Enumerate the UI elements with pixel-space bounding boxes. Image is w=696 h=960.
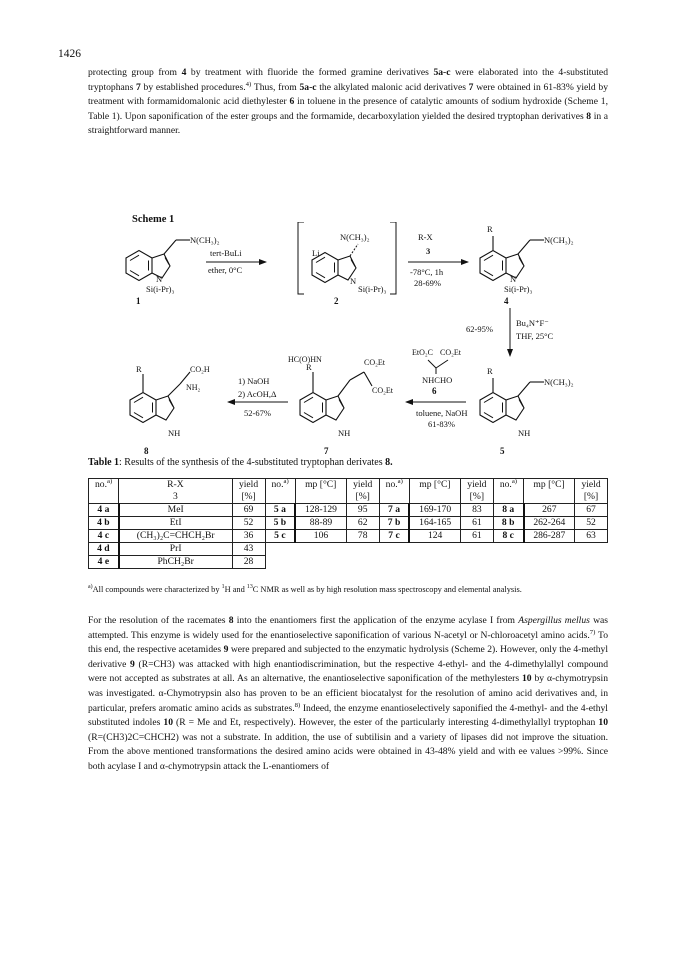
page-number: 1426 [58, 48, 81, 60]
svg-text:62-95%: 62-95% [466, 324, 493, 334]
table-row: 4 d PrI 43 [89, 543, 608, 556]
compound-1-structure [126, 235, 220, 306]
compound-7-structure [288, 355, 394, 454]
svg-text:CO₂H: CO₂H [190, 365, 210, 374]
svg-text:CO₂Et: CO₂Et [372, 386, 394, 395]
svg-text:N(CH₃)₂: N(CH₃)₂ [544, 235, 574, 245]
svg-text:61-83%: 61-83% [428, 419, 455, 429]
svg-text:3: 3 [426, 246, 431, 256]
svg-text:Bu₄N⁺F⁻: Bu₄N⁺F⁻ [516, 318, 549, 328]
svg-text:THF, 25°C: THF, 25°C [516, 331, 554, 341]
svg-text:Si(i-Pr)₃: Si(i-Pr)₃ [146, 284, 175, 294]
svg-text:N: N [510, 274, 517, 284]
svg-text:CO₂Et: CO₂Et [440, 348, 462, 357]
arrow-step-5 [228, 376, 288, 418]
arrow-step-4 [406, 348, 467, 429]
compound-5-label: 5 [500, 446, 505, 454]
arrow-step-3 [466, 308, 554, 356]
intro-paragraph: protecting group from 4 by treatment with fluoride the formed gramine derivatives 5a-c were elaborated into the 4-substituted tryptophans 7 by established procedures.$^{4)}$ Thus, from 5a-c the alkylated malonic acid derivatives 7 were obtained in 61-83% yield by treatment with formamidomalonic acid diethylester 6 in toluene in the presence of catalytic amounts of sodium hydroxide (Scheme 1, Table 1). Upon saponification of the ester groups and the formamide, decarboxylation yielded the desired tryptophan derivatives 8 in a straightforward manner. [88, 67, 609, 137]
svg-text:6: 6 [432, 386, 437, 396]
svg-text:R: R [306, 362, 312, 372]
results-table [88, 478, 608, 569]
svg-text:ether, 0°C: ether, 0°C [208, 265, 243, 275]
svg-text:EtO₂C: EtO₂C [412, 348, 434, 357]
header-mp7: mp [°C] [409, 479, 460, 504]
svg-text:toluene, NaOH: toluene, NaOH [416, 408, 468, 418]
header-yield5: yield [%] [346, 479, 379, 504]
svg-text:-78°C, 1h: -78°C, 1h [410, 267, 444, 277]
svg-text:R: R [136, 364, 142, 374]
compound-7-label: 7 [324, 446, 329, 454]
header-mp5: mp [°C] [295, 479, 346, 504]
compound-1-label: 1 [136, 296, 141, 306]
table-footnote: $^{a)}$All compounds were characterized by $^1$H and $^{13}$C NMR as well as by high resolution mass spectroscopy and elemental analysis. [88, 584, 522, 594]
resolution-paragraph: For the resolution of the racemates 8 into the enantiomers first the application of the enzyme acylase I from Aspergillus mellus was attempted. This enzyme is widely used for the enantioselective saponification of various N-acetyl or N-chloroacetyl amino acids.$^{7)}$ To this end, the respective acetamides 9 were prepared and subjected to the enzymatic hydrolysis (Scheme 2). However, only the 4-methyl derivative 9 (R=CH3) was attacked with high enantiodiscrimination, but the respective 4-ethyl- and the 4-dimethylallyl compound were not accepted as substrates at all. As an alternative, the enantioselective saponification of the methylesters 10 by α-chymotrypsin was investigated. α-Chymotrypsin also has proven to be an efficient biocatalyst for the resolution of amino acid derivatives and, in particular, prefers aromatic amino acids as substrates.$^{8)}$ Indeed, the enzyme enantioselectively saponified the 4-methyl- and the 4-ethyl substituted indoles 10 (R = Me and Et, respectively). However, the ester of the particularly interesting 4-dimethylallyl tryptophan 10 (R=(CH3)2C=CHCH2) was not a substrate. In addition, the use of subtilisin and a variety of lipases did not improve the situation. From the above mentioned transformations the desired amino acids were obtained in 43-48% yield and with ee values >99%. Since both acylase I and α-chymotrypsin attack the L-enantiomers of [88, 615, 609, 772]
svg-text:R: R [487, 366, 493, 376]
svg-text:Si(i-Pr)₃: Si(i-Pr)₃ [504, 284, 533, 294]
header-yield: yield [%] [232, 479, 265, 504]
header-mp8: mp [°C] [524, 479, 575, 504]
table-row: 4 e PhCH₂Br 28 [89, 556, 608, 569]
compound-4-label: 4 [504, 296, 509, 306]
compound-2-structure [298, 222, 396, 306]
header-no7: no.$^{a)}$ [379, 479, 409, 504]
svg-text:N: N [156, 274, 163, 284]
svg-text:CO₂Et: CO₂Et [364, 358, 386, 367]
svg-text:tert-BuLi: tert-BuLi [210, 248, 242, 258]
table-row: 4 b EtI 52 5 b 88-89 62 7 b 164-165 61 8 b 262-264 52 [89, 517, 608, 530]
compound-5-structure [480, 366, 574, 454]
header-no: no.$^{a)}$ [89, 479, 119, 504]
c1-nme2: N(CH₃)₂ [190, 235, 220, 245]
svg-text:HC(O)HN: HC(O)HN [288, 355, 322, 364]
compound-2-label: 2 [334, 296, 339, 306]
svg-text:N(CH₃)₂: N(CH₃)₂ [544, 377, 574, 387]
header-yield8: yield [%] [575, 479, 608, 504]
table-row: 4 a MeI 69 5 a 128-129 95 7 a 169-170 83 8 a 267 67 [89, 504, 608, 517]
arrow-step-2 [408, 232, 468, 288]
header-yield7: yield [%] [460, 479, 493, 504]
header-no8: no.$^{a)}$ [493, 479, 523, 504]
table-header-row [89, 479, 608, 504]
svg-text:28-69%: 28-69% [414, 278, 441, 288]
svg-text:N(CH₃)₂: N(CH₃)₂ [340, 232, 370, 242]
svg-text:1) NaOH: 1) NaOH [238, 376, 270, 386]
svg-text:NH: NH [338, 428, 351, 438]
header-rx: R-X 3 [119, 479, 232, 504]
svg-text:2) AcOH,Δ: 2) AcOH,Δ [238, 389, 277, 399]
compound-8-label: 8 [144, 446, 149, 454]
svg-text:R: R [487, 224, 493, 234]
svg-text:NH: NH [168, 428, 181, 438]
scheme-label: Scheme 1 [132, 214, 175, 225]
svg-text:NHCHO: NHCHO [422, 375, 453, 385]
svg-text:R-X: R-X [418, 232, 433, 242]
compound-4-structure [480, 224, 574, 306]
compound-8-structure [130, 364, 210, 454]
svg-text:NH₂: NH₂ [186, 383, 201, 392]
svg-text:NH: NH [518, 428, 531, 438]
table-caption: Table 1: Results of the synthesis of the 4-substituted tryptophan derivates 8. [88, 457, 393, 468]
svg-text:N: N [350, 276, 357, 286]
svg-text:Si(i-Pr)₃: Si(i-Pr)₃ [358, 284, 387, 294]
arrow-step-1 [206, 248, 266, 275]
svg-text:52-67%: 52-67% [244, 408, 271, 418]
header-no5: no.$^{a)}$ [265, 479, 295, 504]
reaction-scheme [118, 222, 638, 454]
svg-text:Li: Li [312, 248, 320, 258]
table-row: 4 c (CH₃)₂C=CHCH₂Br 36 5 c 106 78 7 c 124 61 8 c 286-287 63 [89, 530, 608, 543]
